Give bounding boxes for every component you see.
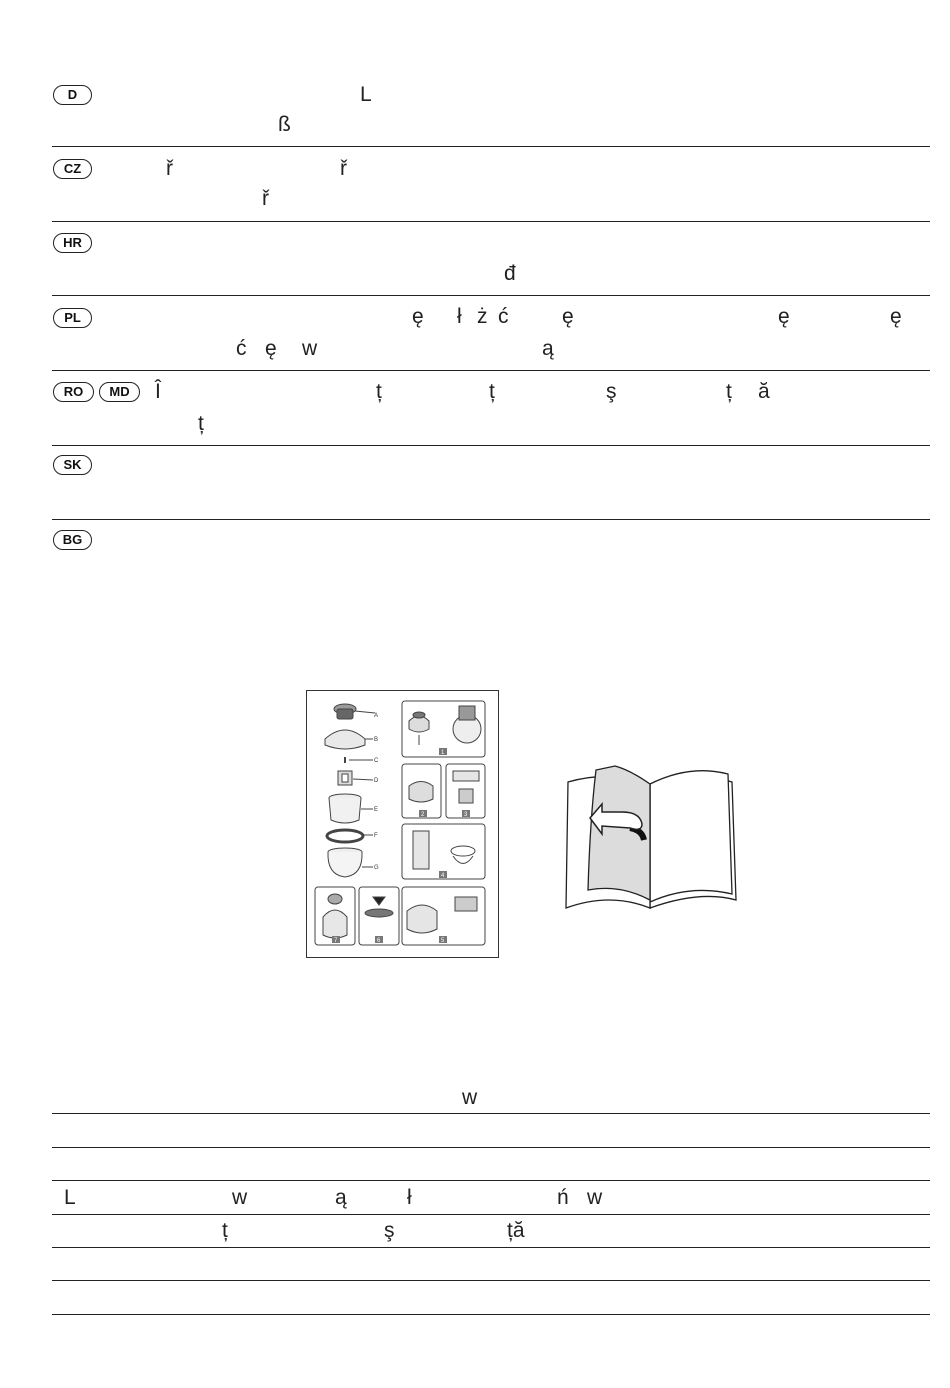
svg-text:4: 4 xyxy=(441,873,445,879)
svg-text:7: 7 xyxy=(334,938,338,944)
text-fragment: ń xyxy=(557,1186,569,1209)
text-fragment: ț xyxy=(198,412,204,435)
text-fragment: ę xyxy=(412,305,424,328)
table-row xyxy=(52,1247,930,1281)
table-row xyxy=(52,1214,930,1248)
section-pl xyxy=(52,304,930,371)
lang-badge-cz: CZ xyxy=(53,159,92,179)
text-fragment: ę xyxy=(265,337,277,360)
text-fragment: ță xyxy=(507,1219,525,1242)
text-fragment: ř xyxy=(166,157,173,180)
text-fragment: ż xyxy=(477,305,488,328)
text-fragment: ę xyxy=(778,305,790,328)
assembly-diagram-graphic xyxy=(307,691,498,957)
open-booklet-illustration xyxy=(560,760,740,915)
text-fragment: w xyxy=(462,1086,478,1109)
table-row xyxy=(52,1080,930,1114)
svg-text:3: 3 xyxy=(464,812,468,818)
svg-text:2: 2 xyxy=(421,812,425,818)
text-fragment: Î xyxy=(155,380,161,403)
svg-text:1: 1 xyxy=(441,750,445,756)
lang-badge-hr: HR xyxy=(53,233,92,253)
svg-text:A: A xyxy=(374,713,379,719)
text-fragment: ş xyxy=(384,1219,395,1242)
section-cz xyxy=(52,155,930,222)
text-fragment: ř xyxy=(262,187,269,210)
svg-text:D: D xyxy=(374,778,379,784)
section-bg xyxy=(52,528,930,558)
text-fragment: ř xyxy=(340,157,347,180)
text-fragment: w xyxy=(232,1186,248,1209)
table-row xyxy=(52,1281,930,1315)
turn-page-icon xyxy=(560,760,740,915)
text-fragment: ț xyxy=(376,380,382,403)
lang-badge-bg: BG xyxy=(53,530,92,550)
text-fragment: L xyxy=(360,83,372,106)
text-fragment: ş xyxy=(606,380,617,403)
assembly-diagram xyxy=(306,690,499,958)
svg-text:5: 5 xyxy=(441,938,445,944)
text-fragment: ć xyxy=(498,305,509,328)
svg-text:E: E xyxy=(374,807,379,813)
text-fragment: ć xyxy=(236,337,247,360)
text-fragment: đ xyxy=(504,262,516,285)
section-d xyxy=(52,80,930,147)
text-fragment: ł xyxy=(407,1186,412,1209)
svg-text:6: 6 xyxy=(377,938,381,944)
lang-badge-sk: SK xyxy=(53,455,92,475)
text-fragment: ț xyxy=(489,380,495,403)
lang-badge-md: MD xyxy=(99,382,140,402)
lang-badge-d: D xyxy=(53,85,92,105)
table-row xyxy=(52,1114,930,1148)
text-fragment: w xyxy=(587,1186,603,1209)
text-fragment: ł xyxy=(457,305,462,328)
text-fragment: ț xyxy=(726,380,732,403)
text-fragment: ą xyxy=(335,1186,347,1209)
text-fragment: ă xyxy=(758,380,770,403)
table-row xyxy=(52,1181,930,1215)
svg-text:B: B xyxy=(374,737,379,743)
section-ro-md xyxy=(52,379,930,446)
svg-text:G: G xyxy=(374,865,379,871)
text-fragment: w xyxy=(302,337,318,360)
text-fragment: L xyxy=(64,1186,76,1209)
section-hr xyxy=(52,229,930,296)
table-row xyxy=(52,1147,930,1181)
svg-text:C: C xyxy=(374,758,379,764)
svg-text:F: F xyxy=(374,833,378,839)
text-fragment: ę xyxy=(890,305,902,328)
text-fragment: ß xyxy=(278,113,291,136)
text-fragment: ą xyxy=(542,337,554,360)
lang-badge-pl: PL xyxy=(53,308,92,328)
text-fragment: ę xyxy=(562,305,574,328)
text-fragment: ț xyxy=(222,1219,228,1242)
lang-badge-ro: RO xyxy=(53,382,94,402)
section-sk xyxy=(52,453,930,520)
